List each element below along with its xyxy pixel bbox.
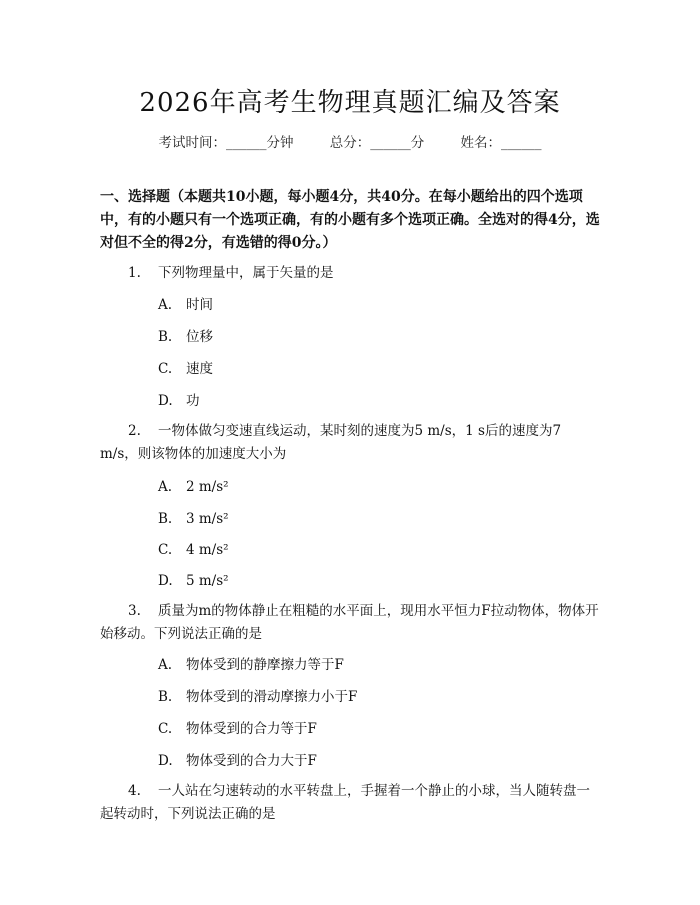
question-number: 4. [128, 783, 141, 799]
option-text: 物体受到的合力大于F [186, 753, 317, 769]
option-text: 物体受到的合力等于F [186, 721, 317, 737]
option-text: 4 m/s² [186, 542, 229, 558]
option-letter: C. [158, 721, 173, 737]
question-number: 2. [128, 423, 141, 439]
option-2b [158, 509, 229, 529]
option-text: 5 m/s² [186, 573, 229, 589]
name-field: 姓名：______ [460, 135, 542, 151]
question-number: 3. [128, 603, 141, 619]
question-text: 一物体做匀变速直线运动，某时刻的速度为5 m/s，1 s后的速度为7 m/s，则该物体的加速度大小为 [100, 423, 562, 462]
option-letter: A. [158, 479, 173, 495]
exam-time-field: 考试时间：______分钟 [158, 135, 294, 151]
question-4 [100, 780, 600, 826]
option-letter: D. [158, 573, 173, 589]
option-1d [158, 391, 200, 411]
section-heading: 一、选择题（本题共10小题，每小题4分，共40分。在每小题给出的四个选项中，有的小题只有一个选项正确，有的小题有多个选项正确。全选对的得4分，选对但不全的得2分，有选错的得0分。） [100, 189, 600, 251]
option-3d [158, 751, 317, 771]
option-text: 位移 [186, 329, 213, 345]
option-1c [158, 359, 213, 379]
option-letter: A. [158, 297, 173, 313]
option-letter: B. [158, 329, 173, 345]
question-text: 下列物理量中，属于矢量的是 [158, 265, 334, 281]
option-text: 物体受到的静摩擦力等于F [186, 657, 344, 673]
option-2a [158, 477, 229, 497]
question-text: 一人站在匀速转动的水平转盘上，手握着一个静止的小球，当人随转盘一起转动时，下列说法正确的是 [100, 783, 590, 822]
question-3 [100, 600, 600, 646]
question-number: 1. [128, 265, 141, 281]
option-3b [158, 687, 357, 707]
option-2d [158, 571, 229, 591]
option-letter: B. [158, 511, 173, 527]
option-letter: D. [158, 393, 173, 409]
option-2c [158, 540, 229, 560]
option-1a [158, 295, 213, 315]
question-1 [100, 262, 600, 285]
option-text: 功 [186, 393, 200, 409]
option-letter: D. [158, 753, 173, 769]
total-score-field: 总分：______分 [329, 135, 425, 151]
option-letter: C. [158, 361, 173, 377]
option-3a [158, 655, 344, 675]
option-1b [158, 327, 213, 347]
option-text: 物体受到的滑动摩擦力小于F [186, 689, 358, 705]
option-text: 3 m/s² [186, 511, 229, 527]
option-letter: B. [158, 689, 173, 705]
exam-meta [0, 131, 700, 151]
option-text: 2 m/s² [186, 479, 229, 495]
option-text: 时间 [186, 297, 213, 313]
option-3c [158, 719, 317, 739]
option-letter: A. [158, 657, 173, 673]
question-2 [100, 420, 600, 466]
option-text: 速度 [186, 361, 213, 377]
option-letter: C. [158, 542, 173, 558]
page-title: 2026年高考生物理真题汇编及答案 [139, 88, 561, 118]
question-text: 质量为m的物体静止在粗糙的水平面上，现用水平恒力F拉动物体，物体开始移动。下列说法正确的是 [100, 603, 599, 642]
